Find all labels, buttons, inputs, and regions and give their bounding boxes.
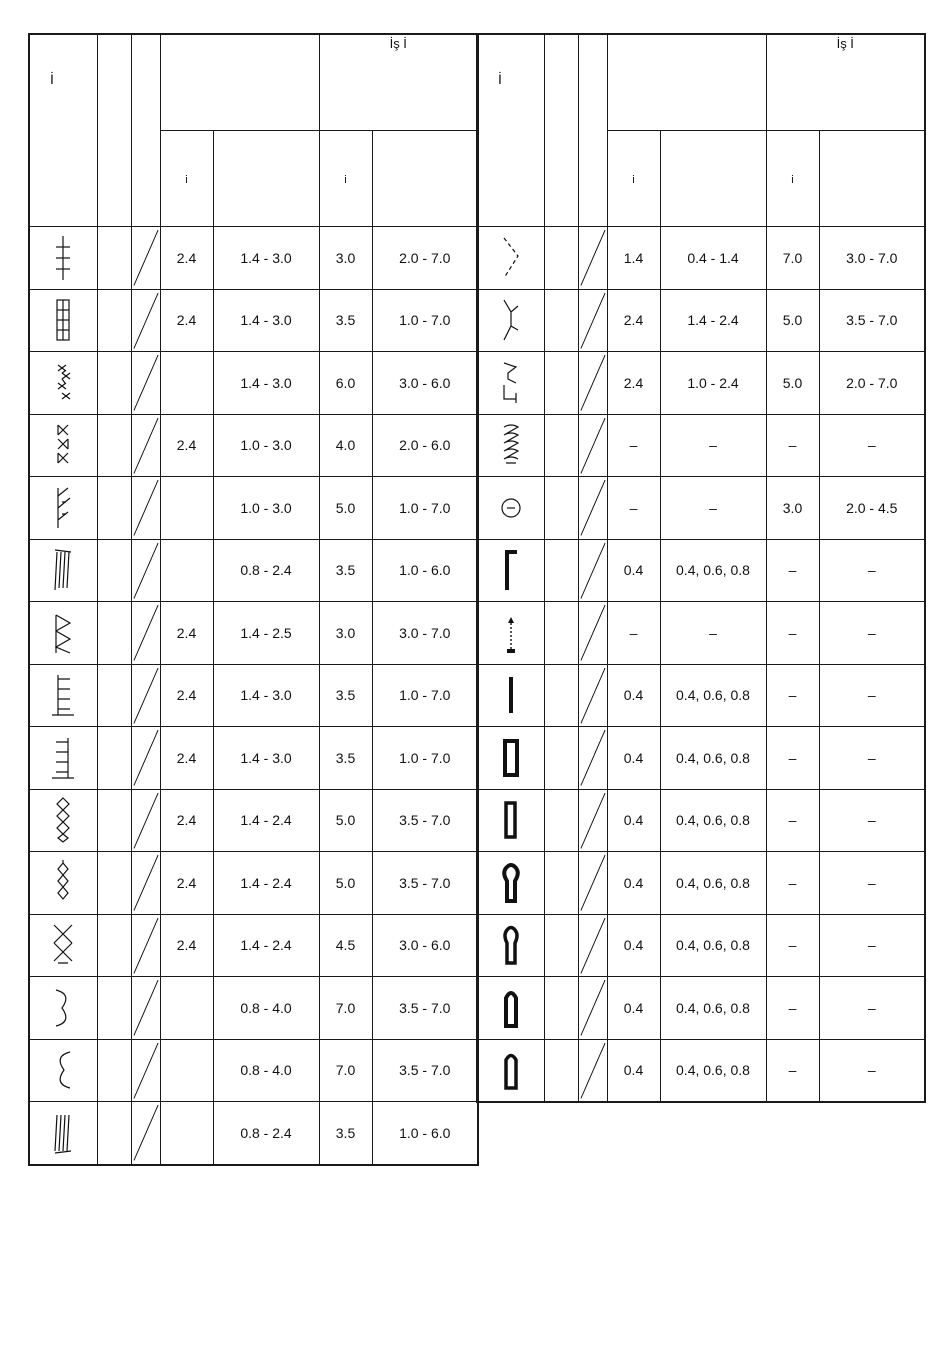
- table-row: [29, 1102, 478, 1165]
- length-auto-value: [160, 477, 213, 540]
- width-range-value: 1.0 - 6.0: [372, 1102, 478, 1165]
- width-auto-value: –: [766, 539, 819, 602]
- width-auto-value: 7.0: [319, 977, 372, 1040]
- length-range-value: 1.4 - 3.0: [213, 352, 319, 415]
- slash-cell: [578, 477, 607, 540]
- slash-cell: [578, 1039, 607, 1102]
- width-range-value: 3.0 - 6.0: [372, 352, 478, 415]
- table-row: [29, 352, 478, 415]
- length-auto-value: 1.4: [607, 227, 660, 290]
- empty-header: [578, 34, 607, 227]
- slash-cell: [578, 539, 607, 602]
- empty-cell: [97, 664, 131, 727]
- overlock-triangle-icon: [29, 602, 97, 665]
- width-auto-value: –: [766, 789, 819, 852]
- table-row: [477, 852, 925, 915]
- feather-stitch-icon: [29, 477, 97, 540]
- scallop-left-icon: [29, 1039, 97, 1102]
- length-auto-value: [160, 1039, 213, 1102]
- empty-cell: [97, 539, 131, 602]
- width-range-value: 3.5 - 7.0: [372, 852, 478, 915]
- width-auto-value: –: [766, 914, 819, 977]
- table-row: [29, 539, 478, 602]
- width-range-header: [372, 131, 478, 227]
- width-range-header: [819, 131, 925, 227]
- stitch-header: İ: [477, 34, 544, 227]
- slash-cell: [578, 352, 607, 415]
- empty-cell: [97, 289, 131, 352]
- length-auto-value: 0.4: [607, 852, 660, 915]
- length-group-header: [160, 34, 319, 131]
- table-row: [477, 977, 925, 1040]
- length-auto-header: i: [160, 131, 213, 227]
- smocking-stitch-icon: [477, 414, 544, 477]
- stitch-table-left: [28, 33, 479, 1166]
- length-auto-value: 0.4: [607, 539, 660, 602]
- table-row: [29, 1039, 478, 1102]
- length-range-value: –: [660, 414, 766, 477]
- slash-cell: [578, 289, 607, 352]
- table-row: [477, 1039, 925, 1102]
- empty-cell: [544, 914, 578, 977]
- slash-cell: [578, 602, 607, 665]
- chevron-stitch-icon: [477, 227, 544, 290]
- length-auto-value: 0.4: [607, 789, 660, 852]
- table-row: [477, 914, 925, 977]
- length-range-value: 0.4, 0.6, 0.8: [660, 727, 766, 790]
- table-row: [477, 227, 925, 290]
- table-row: [29, 852, 478, 915]
- width-range-value: 3.5 - 7.0: [819, 289, 925, 352]
- comb-stitch-icon: [29, 664, 97, 727]
- width-range-value: 1.0 - 6.0: [372, 539, 478, 602]
- empty-cell: [544, 727, 578, 790]
- empty-cell: [97, 352, 131, 415]
- width-range-value: –: [819, 602, 925, 665]
- width-auto-value: –: [766, 664, 819, 727]
- length-range-value: 1.4 - 2.4: [213, 789, 319, 852]
- bartack-bar-icon: [477, 664, 544, 727]
- length-auto-value: 2.4: [160, 227, 213, 290]
- empty-cell: [97, 1102, 131, 1165]
- lattice-stitch-icon: [29, 914, 97, 977]
- bartack-bracket-icon: [477, 539, 544, 602]
- width-auto-header: i: [319, 131, 372, 227]
- table-row: [477, 289, 925, 352]
- length-auto-value: 2.4: [160, 664, 213, 727]
- width-auto-value: 5.0: [319, 477, 372, 540]
- width-auto-value: 5.0: [766, 289, 819, 352]
- width-range-value: 3.5 - 7.0: [372, 977, 478, 1040]
- slash-cell: [131, 227, 160, 290]
- table-row: [29, 477, 478, 540]
- length-range-value: 0.8 - 2.4: [213, 1102, 319, 1165]
- slant-overlock-icon: [29, 539, 97, 602]
- table-row: [29, 789, 478, 852]
- slash-cell: [131, 289, 160, 352]
- length-range-value: 0.4, 0.6, 0.8: [660, 852, 766, 915]
- length-range-value: 0.4, 0.6, 0.8: [660, 664, 766, 727]
- length-range-value: 0.4, 0.6, 0.8: [660, 977, 766, 1040]
- length-auto-header: i: [607, 131, 660, 227]
- width-auto-value: 3.0: [319, 227, 372, 290]
- width-auto-value: –: [766, 602, 819, 665]
- empty-cell: [97, 852, 131, 915]
- slash-cell: [578, 664, 607, 727]
- length-range-header: [660, 131, 766, 227]
- empty-cell: [97, 414, 131, 477]
- keyhole-buttonhole-2-icon: [477, 914, 544, 977]
- darning-stitch-icon: [477, 602, 544, 665]
- width-range-value: –: [819, 914, 925, 977]
- y-branch-stitch-icon: [477, 289, 544, 352]
- table-row: [29, 414, 478, 477]
- length-range-value: 1.0 - 3.0: [213, 414, 319, 477]
- empty-cell: [544, 539, 578, 602]
- length-auto-value: 2.4: [160, 914, 213, 977]
- buttonhole-narrow-icon: [477, 789, 544, 852]
- length-auto-value: 0.4: [607, 727, 660, 790]
- width-range-value: 1.0 - 7.0: [372, 477, 478, 540]
- slash-cell: [131, 352, 160, 415]
- slash-cell: [131, 1102, 160, 1165]
- length-range-value: 1.4 - 2.4: [213, 914, 319, 977]
- length-range-header: [213, 131, 319, 227]
- width-range-value: –: [819, 852, 925, 915]
- length-auto-value: 2.4: [160, 727, 213, 790]
- length-auto-value: 2.4: [607, 352, 660, 415]
- table-row: [29, 914, 478, 977]
- table-row: [477, 352, 925, 415]
- table-row: [29, 977, 478, 1040]
- width-auto-value: 3.5: [319, 1102, 372, 1165]
- table-row: [477, 414, 925, 477]
- width-range-value: 1.0 - 7.0: [372, 289, 478, 352]
- length-range-value: 1.4 - 3.0: [213, 727, 319, 790]
- width-auto-value: 7.0: [766, 227, 819, 290]
- slash-cell: [578, 727, 607, 790]
- cross-zigzag-icon: [29, 352, 97, 415]
- stitch-table-right: [476, 33, 926, 1103]
- length-auto-value: [160, 352, 213, 415]
- length-auto-value: 2.4: [160, 289, 213, 352]
- slash-cell: [131, 602, 160, 665]
- slash-cell: [131, 664, 160, 727]
- width-range-value: 3.5 - 7.0: [372, 1039, 478, 1102]
- slash-cell: [131, 1039, 160, 1102]
- empty-cell: [544, 1039, 578, 1102]
- width-group-header: İş İ: [766, 34, 925, 131]
- double-cross-stitch-icon: [29, 414, 97, 477]
- table-row: [477, 664, 925, 727]
- width-range-value: 3.5 - 7.0: [372, 789, 478, 852]
- width-range-value: 3.0 - 7.0: [819, 227, 925, 290]
- scallop-right-icon: [29, 977, 97, 1040]
- length-range-value: 1.4 - 3.0: [213, 289, 319, 352]
- length-auto-value: 2.4: [607, 289, 660, 352]
- length-range-value: 0.4, 0.6, 0.8: [660, 914, 766, 977]
- slash-cell: [578, 977, 607, 1040]
- slash-cell: [131, 914, 160, 977]
- empty-header: [97, 34, 131, 227]
- width-auto-value: 3.5: [319, 664, 372, 727]
- width-auto-value: 6.0: [319, 352, 372, 415]
- width-auto-value: 7.0: [319, 1039, 372, 1102]
- zigzag-step-icon: [477, 352, 544, 415]
- slash-cell: [578, 789, 607, 852]
- width-auto-value: 5.0: [766, 352, 819, 415]
- width-auto-value: 3.0: [766, 477, 819, 540]
- width-auto-value: 3.5: [319, 539, 372, 602]
- slash-cell: [131, 852, 160, 915]
- button-sewing-icon: [477, 477, 544, 540]
- width-group-header: İş İ: [319, 34, 478, 131]
- length-auto-value: [160, 539, 213, 602]
- empty-cell: [97, 789, 131, 852]
- triple-cross-straight-icon: [29, 227, 97, 290]
- table-row: [477, 477, 925, 540]
- width-auto-value: 4.0: [319, 414, 372, 477]
- width-range-value: –: [819, 789, 925, 852]
- empty-cell: [97, 1039, 131, 1102]
- diamond-chain-2-icon: [29, 852, 97, 915]
- width-auto-value: –: [766, 977, 819, 1040]
- empty-cell: [97, 602, 131, 665]
- table-row: [29, 227, 478, 290]
- width-auto-header: i: [766, 131, 819, 227]
- width-range-value: –: [819, 414, 925, 477]
- length-auto-value: –: [607, 602, 660, 665]
- length-range-value: 1.4 - 2.4: [660, 289, 766, 352]
- empty-cell: [544, 977, 578, 1040]
- table-row: [29, 727, 478, 790]
- slash-cell: [578, 227, 607, 290]
- width-range-value: 2.0 - 4.5: [819, 477, 925, 540]
- width-range-value: –: [819, 977, 925, 1040]
- slash-cell: [131, 789, 160, 852]
- width-auto-value: 3.5: [319, 727, 372, 790]
- stitch-header: İ: [29, 34, 97, 227]
- length-range-value: 0.4, 0.6, 0.8: [660, 539, 766, 602]
- length-range-value: 1.0 - 2.4: [660, 352, 766, 415]
- reverse-comb-stitch-icon: [29, 727, 97, 790]
- width-auto-value: 3.5: [319, 289, 372, 352]
- table-row: [477, 602, 925, 665]
- width-range-value: 1.0 - 7.0: [372, 664, 478, 727]
- empty-cell: [544, 414, 578, 477]
- length-range-value: 0.8 - 4.0: [213, 1039, 319, 1102]
- length-auto-value: [160, 1102, 213, 1165]
- length-auto-value: –: [607, 414, 660, 477]
- buttonhole-wide-icon: [477, 727, 544, 790]
- table-row: [477, 727, 925, 790]
- empty-cell: [544, 789, 578, 852]
- width-range-value: –: [819, 727, 925, 790]
- width-range-value: –: [819, 1039, 925, 1102]
- empty-header: [131, 34, 160, 227]
- width-auto-value: –: [766, 414, 819, 477]
- empty-cell: [97, 727, 131, 790]
- slant-overlock-2-icon: [29, 1102, 97, 1165]
- width-range-value: 3.0 - 7.0: [372, 602, 478, 665]
- table-row: [29, 602, 478, 665]
- length-auto-value: 2.4: [160, 852, 213, 915]
- length-auto-value: 0.4: [607, 977, 660, 1040]
- round-end-buttonhole-2-icon: [477, 1039, 544, 1102]
- table-row: [29, 289, 478, 352]
- length-range-value: 0.4, 0.6, 0.8: [660, 789, 766, 852]
- empty-cell: [97, 227, 131, 290]
- width-range-value: 3.0 - 6.0: [372, 914, 478, 977]
- length-range-value: 0.4 - 1.4: [660, 227, 766, 290]
- empty-cell: [544, 664, 578, 727]
- length-auto-value: 2.4: [160, 789, 213, 852]
- length-range-value: 1.4 - 3.0: [213, 664, 319, 727]
- width-range-value: 1.0 - 7.0: [372, 727, 478, 790]
- length-range-value: 1.4 - 2.5: [213, 602, 319, 665]
- slash-cell: [131, 727, 160, 790]
- keyhole-buttonhole-icon: [477, 852, 544, 915]
- table-row: [29, 664, 478, 727]
- width-range-value: –: [819, 664, 925, 727]
- slash-cell: [131, 414, 160, 477]
- table-row: [477, 539, 925, 602]
- empty-cell: [544, 227, 578, 290]
- slash-cell: [578, 914, 607, 977]
- empty-cell: [97, 477, 131, 540]
- empty-cell: [544, 477, 578, 540]
- length-range-value: 0.8 - 2.4: [213, 539, 319, 602]
- length-auto-value: 2.4: [160, 602, 213, 665]
- slash-cell: [131, 477, 160, 540]
- width-auto-value: 5.0: [319, 789, 372, 852]
- ladder-stitch-icon: [29, 289, 97, 352]
- empty-cell: [544, 352, 578, 415]
- length-range-value: 1.4 - 2.4: [213, 852, 319, 915]
- length-auto-value: 2.4: [160, 414, 213, 477]
- length-auto-value: 0.4: [607, 1039, 660, 1102]
- length-range-value: 0.8 - 4.0: [213, 977, 319, 1040]
- empty-cell: [544, 289, 578, 352]
- empty-cell: [544, 602, 578, 665]
- round-end-buttonhole-icon: [477, 977, 544, 1040]
- empty-cell: [97, 914, 131, 977]
- length-range-value: 1.4 - 3.0: [213, 227, 319, 290]
- length-group-header: [607, 34, 766, 131]
- empty-header: [544, 34, 578, 227]
- slash-cell: [578, 414, 607, 477]
- slash-cell: [131, 539, 160, 602]
- slash-cell: [578, 852, 607, 915]
- width-auto-value: 5.0: [319, 852, 372, 915]
- length-range-value: –: [660, 602, 766, 665]
- empty-cell: [97, 977, 131, 1040]
- length-auto-value: 0.4: [607, 664, 660, 727]
- empty-cell: [544, 852, 578, 915]
- slash-cell: [131, 977, 160, 1040]
- width-range-value: 2.0 - 7.0: [372, 227, 478, 290]
- diamond-chain-icon: [29, 789, 97, 852]
- width-range-value: 2.0 - 7.0: [819, 352, 925, 415]
- length-range-value: 0.4, 0.6, 0.8: [660, 1039, 766, 1102]
- length-range-value: –: [660, 477, 766, 540]
- length-auto-value: 0.4: [607, 914, 660, 977]
- width-range-value: –: [819, 539, 925, 602]
- width-range-value: 2.0 - 6.0: [372, 414, 478, 477]
- width-auto-value: –: [766, 1039, 819, 1102]
- length-auto-value: –: [607, 477, 660, 540]
- width-auto-value: –: [766, 852, 819, 915]
- length-auto-value: [160, 977, 213, 1040]
- table-row: [477, 789, 925, 852]
- length-range-value: 1.0 - 3.0: [213, 477, 319, 540]
- width-auto-value: 3.0: [319, 602, 372, 665]
- width-auto-value: 4.5: [319, 914, 372, 977]
- width-auto-value: –: [766, 727, 819, 790]
